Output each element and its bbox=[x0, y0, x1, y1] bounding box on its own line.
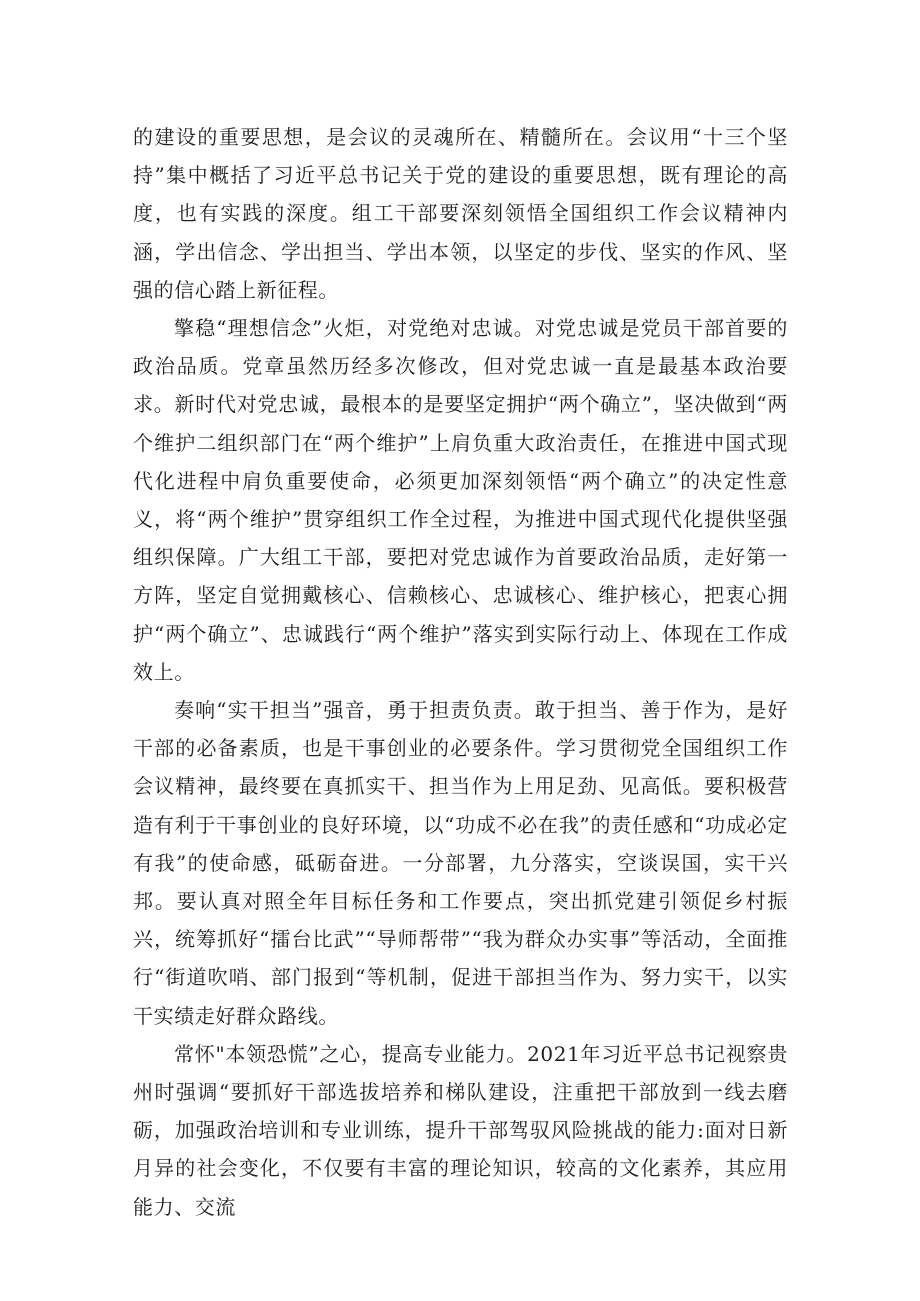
paragraph-continuation: 的建设的重要思想，是会议的灵魂所在、精髓所在。会议用“十三个坚持”集中概括了习近平总书记关于党的建设的重要思想，既有理论的高度，也有实践的深度。组工干部要深刻领悟全国组织工作会议精神内涵，学出信念、学出担当、学出本领，以坚定的步伐、坚实的作风、坚强的信心踏上新征程。 bbox=[133, 125, 788, 302]
paragraph-practical-responsibility: 奏响“实干担当”强音，勇于担责负责。敢于担当、善于作为，是好干部的必备素质，也是干事创业的必要条件。学习贯彻党全国组织工作会议精神，最终要在真抓实干、担当作为上用足劲、见高低。要积极营造有利于干事创业的良好环境，以“功成不必在我”的责任感和“功成必定有我”的使命感，砥砺奋进。一分部署，九分落实，空谈误国，实干兴邦。要认真对照全年目标任务和工作要点，突出抓党建引领促乡村振兴，统筹抓好“擂台比武”“导师帮带”“我为群众办实事”等活动，全面推行“街道吹哨、部门报到“等机制，促进干部担当作为、努力实干，以实干实绩走好群众路线。 bbox=[133, 698, 788, 1028]
body-text bbox=[133, 118, 788, 1226]
paragraph-ideals-loyalty: 擎稳“理想信念”火炬，对党绝对忠诚。对党忠诚是党员干部首要的政治品质。党章虽然历经多次修改，但对党忠诚一直是最基本政治要求。新时代对党忠诚，最根本的是要坚定拥护“两个确立”，坚决做到“两个维护二组织部门在“两个维护”上肩负重大政治责任，在推进中国式现代化进程中肩负重要使命，必须更加深刻领悟“两个确立”的决定性意义，将“两个维护”贯穿组织工作全过程，为推进中国式现代化提供坚强组织保障。广大组工干部，要把对党忠诚作为首要政治品质，走好第一方阵，坚定自觉拥戴核心、信赖核心、忠诚核心、维护核心，把衷心拥护“两个确立”、忠诚践行“两个维护”落实到实际行动上、体现在工作成效上。 bbox=[133, 316, 788, 684]
paragraph-professional-ability: 常怀"本领恐慌”之心，提高专业能力。2021年习近平总书记视察贵州时强调“要抓好干部选拔培养和梯队建设，注重把干部放到一线去磨砺，加强政治培训和专业训练，提升干部驾驭风险挑战的能力:面对日新月异的社会变化，不仅要有丰富的理论知识，较高的文化素养，其应用能力、交流 bbox=[133, 1041, 788, 1219]
